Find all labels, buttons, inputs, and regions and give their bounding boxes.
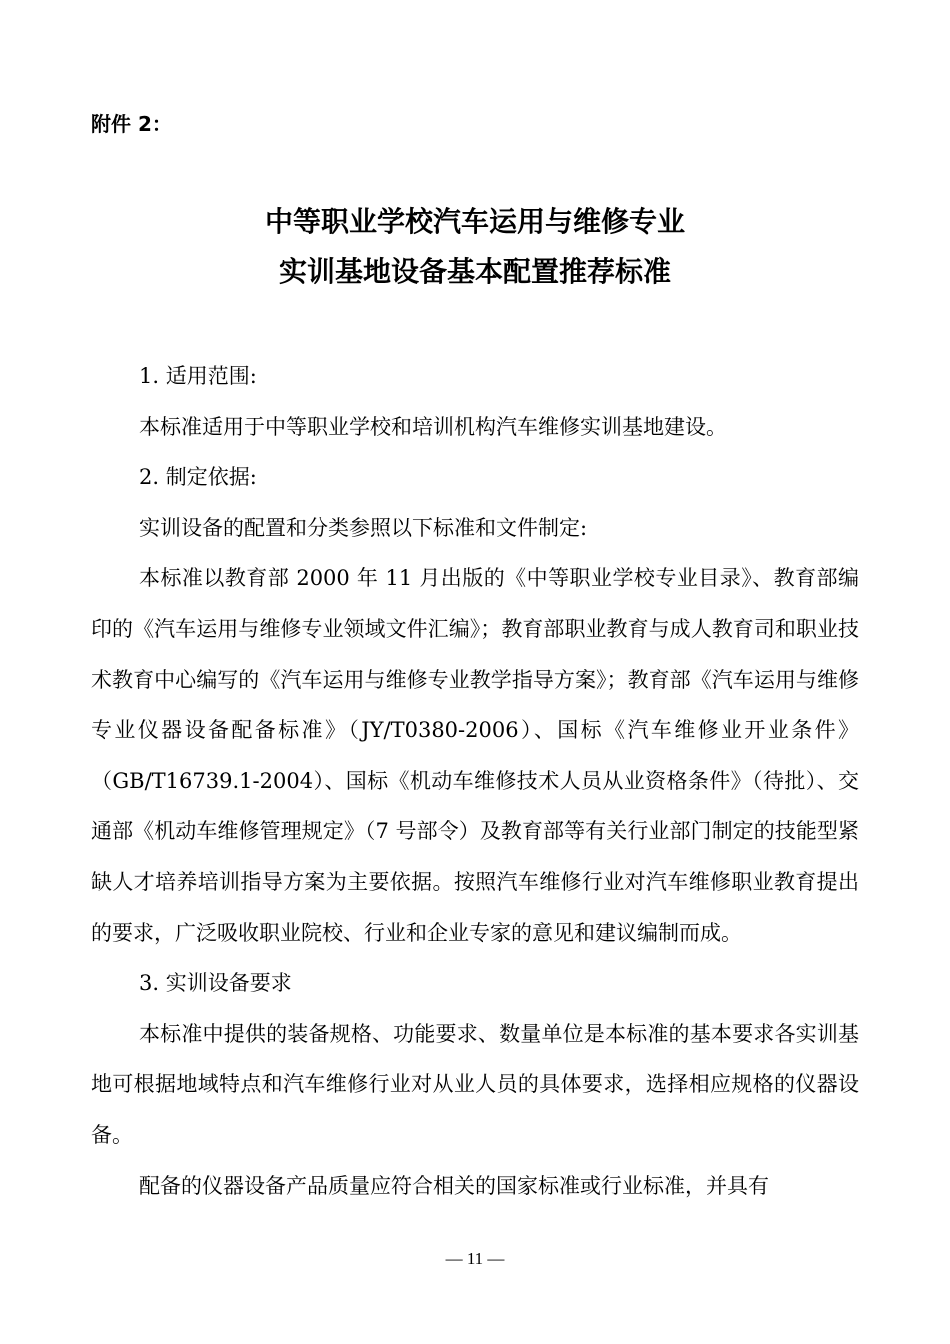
section-heading-equipment: 3. 实训设备要求 (139, 971, 292, 996)
body-text (91, 351, 859, 1211)
page-number: — 11 — (445, 1249, 505, 1268)
title-line-1: 中等职业学校汽车运用与维修专业 (264, 205, 685, 238)
document-title (0, 197, 950, 297)
paragraph-basis-detail: 本标准以教育部 2000 年 11 月出版的《中等职业学校专业目录》、教育部编印的《汽车运用与维修专业领域文件汇编》；教育部职业教育与成人教育司和职业技术教育中心编写的《汽车运用与维修专业教学指导方案》；教育部《汽车运用与维修专业仪器设备配备标准》（JY/T0380-2006）、国标《汽车维修业开业条件》（GB/T16739.1-2004）、国标《机动车维修技术人员从业资格条件》（待批）、交通部《机动车维修管理规定》（7 号部令）及教育部等有关行业部门制定的技能型紧缺人才培养培训指导方案为主要依据。按照汽车维修行业对汽车维修职业教育提出的要求，广泛吸收职业院校、行业和企业专家的意见和建议编制而成。 (91, 566, 859, 945)
paragraph-basis-intro: 实训设备的配置和分类参照以下标准和文件制定: (139, 515, 588, 540)
title-line-2: 实训基地设备基本配置推荐标准 (278, 255, 671, 288)
attachment-label: 附件 2： (91, 112, 172, 136)
paragraph-equipment-quality: 配备的仪器设备产品质量应符合相关的国家标准或行业标准，并具有 (139, 1173, 769, 1198)
paragraph-equipment-spec: 本标准中提供的装备规格、功能要求、数量单位是本标准的基本要求各实训基地可根据地域特点和汽车维修行业对从业人员的具体要求，选择相应规格的仪器设备。 (91, 1021, 859, 1147)
section-heading-scope: 1. 适用范围: (139, 364, 257, 388)
paragraph-scope: 本标准适用于中等职业学校和培训机构汽车维修实训基地建设。 (139, 414, 727, 439)
section-heading-basis: 2. 制定依据: (139, 465, 257, 490)
